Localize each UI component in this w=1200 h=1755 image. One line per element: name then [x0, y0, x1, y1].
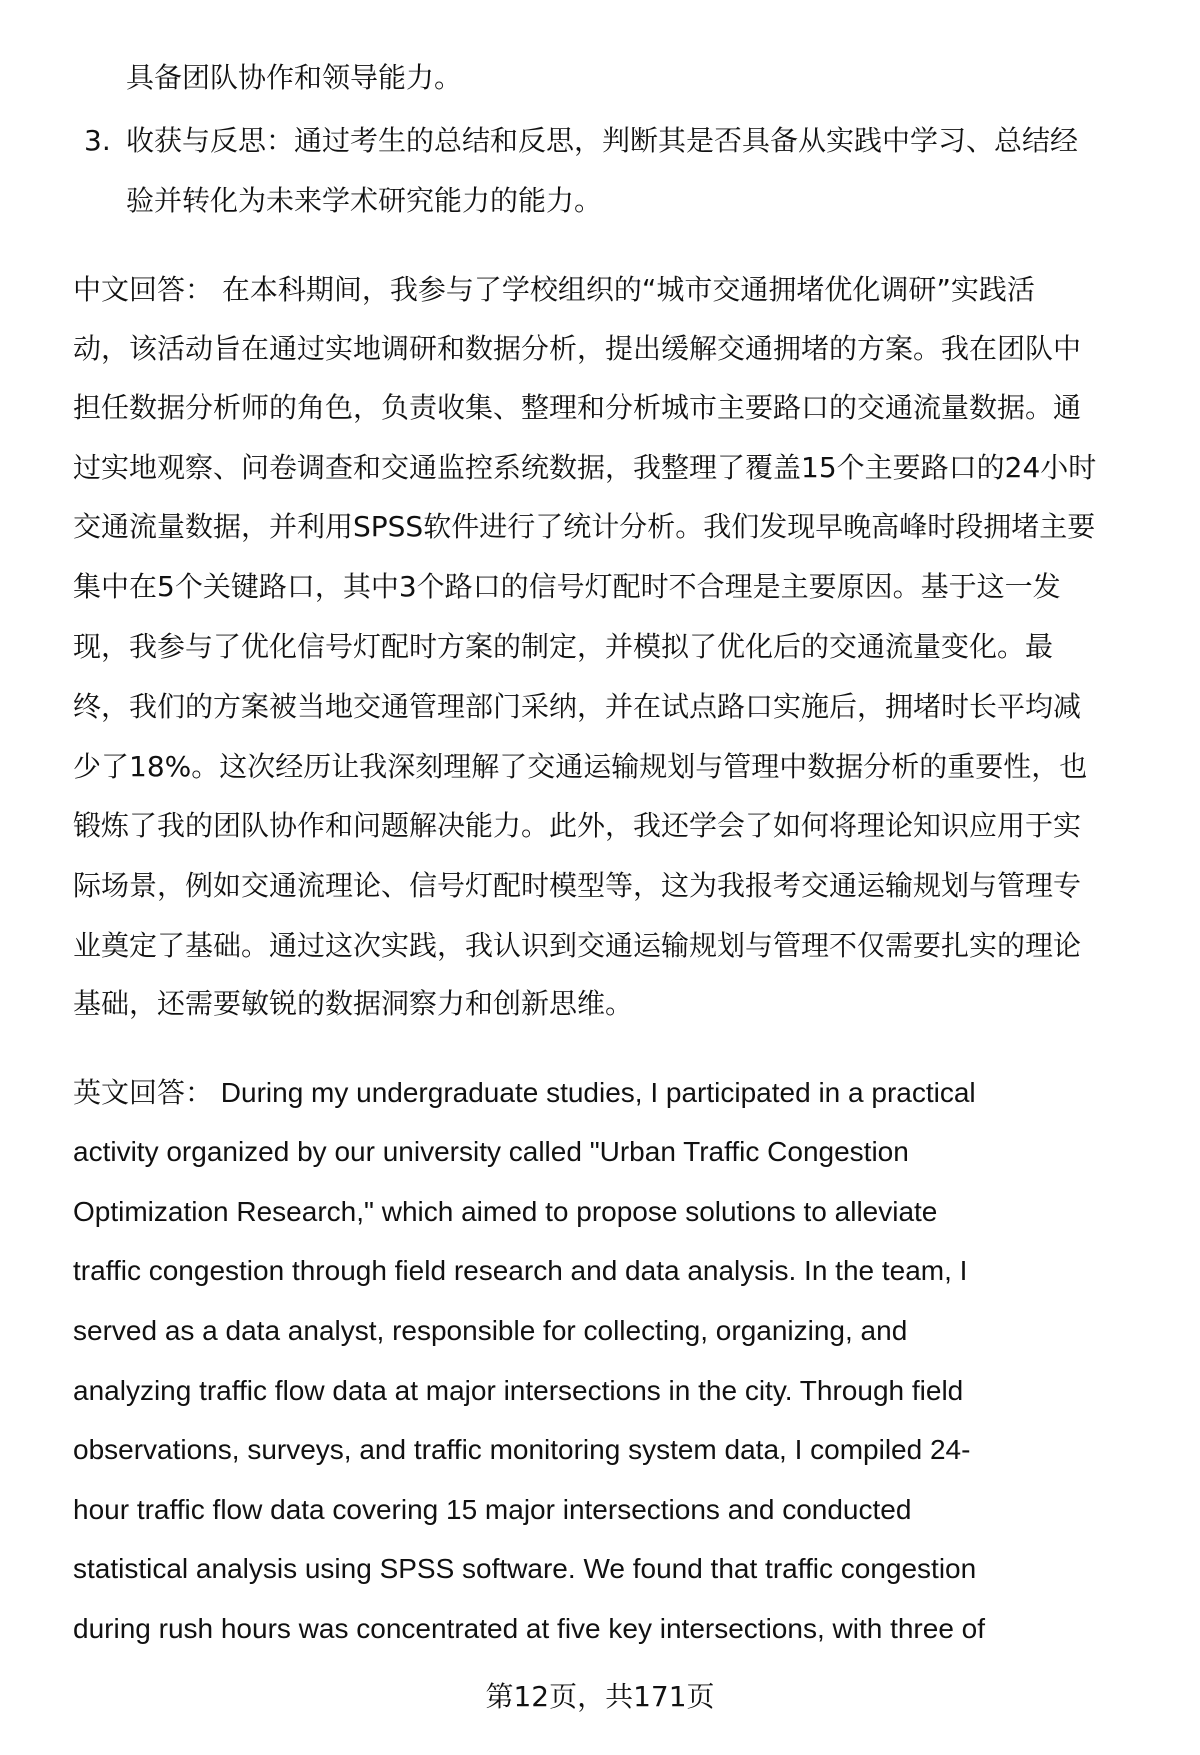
paragraph-line: traffic congestion through field research and data analysis. In the team, I — [73, 1255, 968, 1286]
paragraph-line: 业奠定了基础。通过这次实践，我认识到交通运输规划与管理不仅需要扎实的理论 — [73, 929, 1082, 962]
paragraph-line: hour traffic flow data covering 15 major intersections and conducted — [73, 1494, 912, 1525]
paragraph-line: Optimization Research," which aimed to propose solutions to alleviate — [73, 1196, 938, 1227]
paragraph-line: 动，该活动旨在通过实地调研和数据分析，提出缓解交通拥堵的方案。我在团队中 — [73, 332, 1082, 365]
paragraph-line: 集中在5个关键路口，其中3个路口的信号灯配时不合理是主要原因。基于这一发 — [73, 570, 1061, 603]
page-number: 第12页，共171页 — [485, 1680, 715, 1713]
paragraph-line: 少了18%。这次经历让我深刻理解了交通运输规划与管理中数据分析的重要性，也 — [73, 750, 1088, 783]
paragraph-line: 基础，还需要敏锐的数据洞察力和创新思维。 — [73, 987, 634, 1020]
paragraph-line: 交通流量数据，并利用SPSS软件进行了统计分析。我们发现早晚高峰时段拥堵主要 — [73, 510, 1096, 543]
list-item-line: 收获与反思：通过考生的总结和反思，判断其是否具备从实践中学习、总结经 — [126, 124, 1079, 157]
paragraph-line: 终，我们的方案被当地交通管理部门采纳，并在试点路口实施后，拥堵时长平均减 — [73, 690, 1082, 723]
list-continuation: 具备团队协作和领导能力。 — [126, 61, 463, 94]
paragraph-line: 际场景，例如交通流理论、信号灯配时模型等，这为我报考交通运输规划与管理专 — [73, 869, 1082, 902]
paragraph-line: 中文回答： 在本科期间，我参与了学校组织的“城市交通拥堵优化调研”实践活 — [73, 273, 1035, 306]
paragraph-line: analyzing traffic flow data at major intersections in the city. Through field — [73, 1375, 964, 1406]
paragraph-line: during rush hours was concentrated at five key intersections, with three of — [73, 1613, 986, 1644]
paragraph-line: activity organized by our university called "Urban Traffic Congestion — [73, 1136, 909, 1167]
paragraph-line: observations, surveys, and traffic monitoring system data, I compiled 24- — [73, 1434, 971, 1465]
paragraph-line: statistical analysis using SPSS software. We found that traffic congestion — [73, 1553, 977, 1584]
paragraph-line: 锻炼了我的团队协作和问题解决能力。此外，我还学会了如何将理论知识应用于实 — [73, 809, 1082, 842]
list-number: 3. — [84, 124, 111, 157]
list-item-line: 验并转化为未来学术研究能力的能力。 — [126, 184, 603, 217]
paragraph-line: 英文回答： During my undergraduate studies, I participated in a practical — [73, 1077, 976, 1108]
paragraph-line: 过实地观察、问卷调查和交通监控系统数据，我整理了覆盖15个主要路口的24小时 — [73, 451, 1097, 484]
paragraph-line: 现，我参与了优化信号灯配时方案的制定，并模拟了优化后的交通流量变化。最 — [73, 630, 1054, 663]
paragraph-line: 担任数据分析师的角色，负责收集、整理和分析城市主要路口的交通流量数据。通 — [73, 391, 1082, 424]
paragraph-line: served as a data analyst, responsible for collecting, organizing, and — [73, 1315, 908, 1346]
